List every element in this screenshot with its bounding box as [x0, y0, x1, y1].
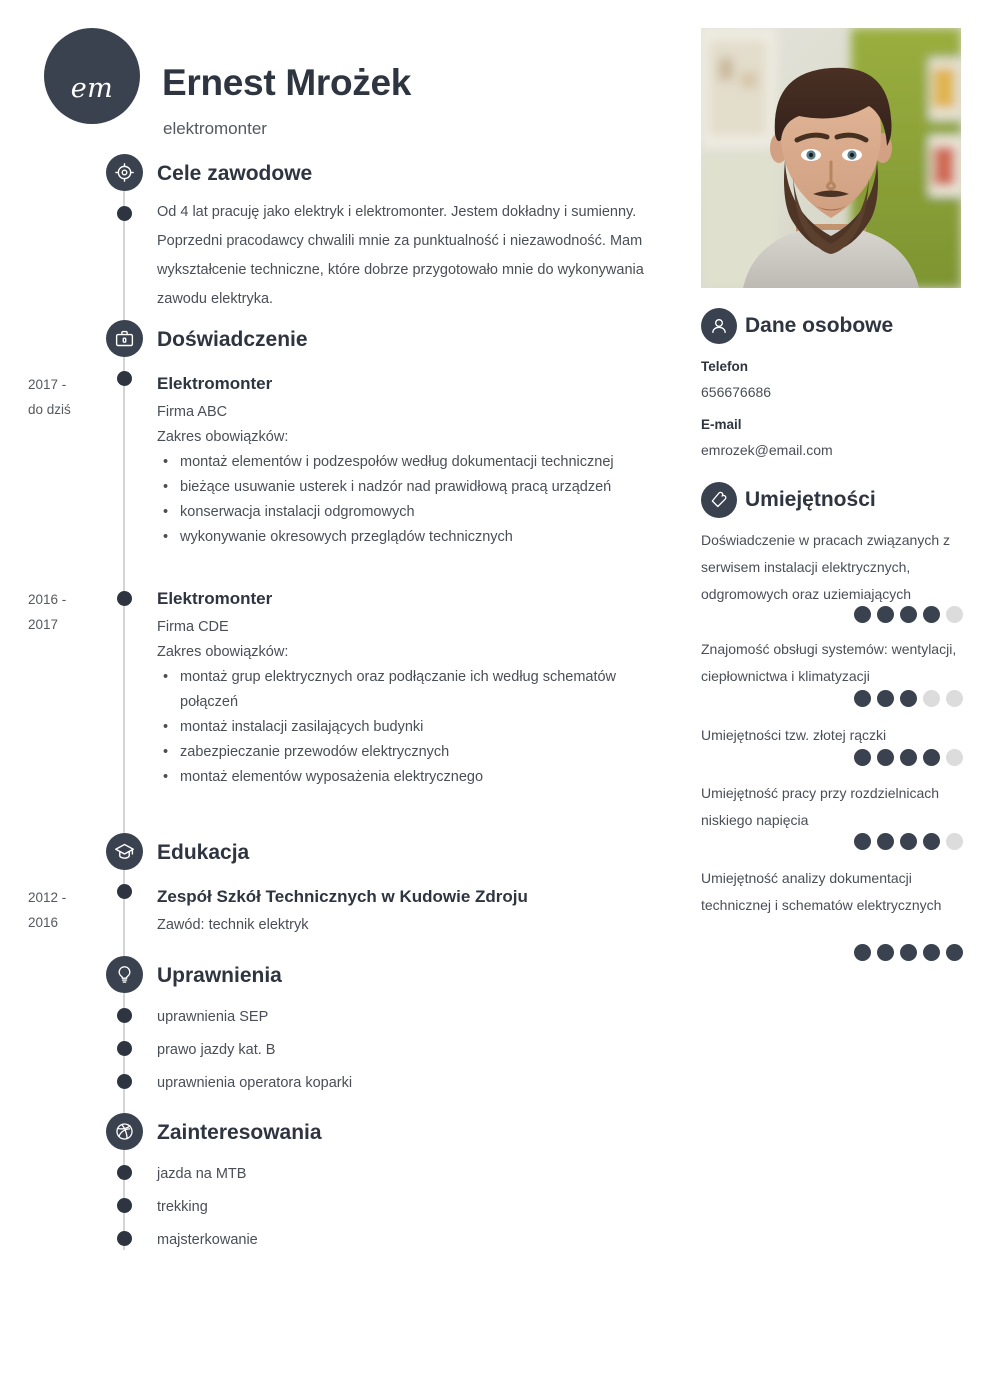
section-heading-objective: Cele zawodowe	[157, 162, 313, 185]
page-title: Ernest Mrożek	[162, 62, 412, 103]
list-item: • montaż elementów wyposażenia elektrycznego	[163, 765, 663, 790]
job-title: elektromonter	[163, 119, 267, 138]
experience-duties-list	[163, 450, 614, 550]
timeline-dot	[117, 1041, 132, 1056]
education-school: Zespół Szkół Technicznych w Kudowie Zdroju	[157, 887, 528, 906]
briefcase-icon	[106, 320, 143, 357]
skill-name: Doświadczenie w pracach związanych z serwisem instalacji elektrycznych, odgromowych oraz uziemiających	[701, 532, 950, 602]
experience-date: 2016 -	[28, 592, 67, 607]
puzzle-icon	[701, 482, 737, 518]
experience-title: Elektromonter	[157, 589, 273, 608]
license-item: prawo jazdy kat. B	[157, 1042, 276, 1058]
timeline-dot	[117, 1074, 132, 1089]
monogram-avatar	[44, 28, 140, 124]
list-item: • montaż instalacji zasilających budynki	[163, 715, 663, 740]
skill-name: Umiejętności tzw. złotej rączki	[701, 727, 887, 743]
section-heading-personal: Dane osobowe	[745, 314, 894, 337]
skill-rating	[701, 944, 963, 961]
interest-item: majsterkowanie	[157, 1232, 258, 1248]
email-value: emrozek@email.com	[701, 442, 833, 458]
education-date: 2012 -	[28, 890, 67, 905]
timeline-dot	[117, 1008, 132, 1023]
section-heading-licenses: Uprawnienia	[157, 964, 282, 987]
objective-text: Od 4 lat pracuję jako elektryk i elektromonter. Jestem dokładny i sumienny. Poprzedni pracodawcy chwalili mnie za punktualność i niezawodność. Mam wykształcenie techniczne, które dobrze przygotowało mnie do wykonywania zawodu elektryka.	[157, 204, 644, 307]
skill-rating	[701, 606, 963, 623]
interest-item: jazda na MTB	[157, 1166, 247, 1182]
person-icon	[701, 308, 737, 344]
experience-company: Firma CDE	[157, 619, 229, 635]
license-item: uprawnienia SEP	[157, 1009, 269, 1025]
skill-rating	[701, 833, 963, 850]
license-item: uprawnienia operatora koparki	[157, 1075, 353, 1091]
timeline-dot	[117, 206, 132, 221]
timeline-dot	[117, 884, 132, 899]
section-heading-experience: Doświadczenie	[157, 328, 308, 351]
lightbulb-icon	[106, 956, 143, 993]
education-field: Zawód: technik elektryk	[157, 917, 309, 933]
timeline-dot	[117, 1198, 132, 1213]
section-heading-interests: Zainteresowania	[157, 1121, 322, 1144]
target-icon	[106, 154, 143, 191]
skill-rating	[701, 749, 963, 766]
phone-label: Telefon	[701, 359, 748, 374]
list-item: • wykonywanie okresowych przeglądów technicznych	[163, 525, 614, 550]
experience-date: do dziś	[28, 402, 71, 417]
list-item: • montaż grup elektrycznych oraz podłączanie ich według schematów połączeń	[163, 665, 663, 715]
skill-name: Umiejętność pracy przy rozdzielnicach niskiego napięcia	[701, 785, 940, 828]
ball-icon	[106, 1113, 143, 1150]
timeline-dot	[117, 591, 132, 606]
list-item: • zabezpieczanie przewodów elektrycznych	[163, 740, 663, 765]
experience-date: 2017	[28, 617, 59, 632]
section-heading-education: Edukacja	[157, 841, 250, 864]
experience-duties-list	[163, 665, 663, 790]
graduation-cap-icon	[106, 833, 143, 870]
experience-duties-label: Zakres obowiązków:	[157, 644, 289, 660]
timeline-dot	[117, 1165, 132, 1180]
experience-title: Elektromonter	[157, 374, 273, 393]
education-date: 2016	[28, 915, 59, 930]
skill-name: Umiejętność analizy dokumentacji technicznej i schematów elektrycznych	[701, 870, 942, 913]
skill-rating	[701, 690, 963, 707]
experience-duties-label: Zakres obowiązków:	[157, 429, 289, 445]
email-label: E-mail	[701, 417, 742, 432]
list-item: • bieżące usuwanie usterek i nadzór nad prawidłową pracą urządzeń	[163, 475, 614, 500]
section-heading-skills: Umiejętności	[745, 488, 876, 511]
skill-name: Znajomość obsługi systemów: wentylacji, ciepłownictwa i klimatyzacji	[701, 641, 957, 684]
monogram-initials: em	[70, 73, 114, 104]
profile-photo	[701, 28, 961, 288]
phone-value: 656676686	[701, 384, 772, 400]
list-item: • konserwacja instalacji odgromowych	[163, 500, 614, 525]
experience-date: 2017 -	[28, 377, 67, 392]
timeline-dot	[117, 1231, 132, 1246]
interest-item: trekking	[157, 1199, 208, 1215]
timeline-dot	[117, 371, 132, 386]
list-item: • montaż elementów i podzespołów według dokumentacji technicznej	[163, 450, 614, 475]
cv-header	[44, 28, 664, 138]
experience-company: Firma ABC	[157, 404, 228, 420]
